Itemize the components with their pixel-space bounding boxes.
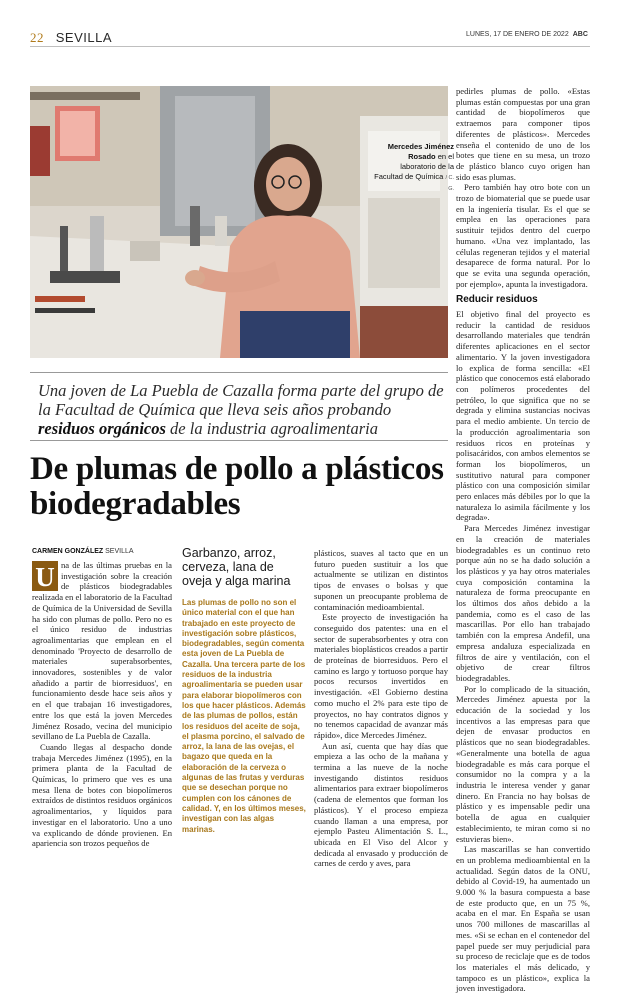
- issue-date: LUNES, 17 DE ENERO DE 2022: [466, 31, 569, 38]
- article-photo: [30, 86, 448, 358]
- subtitle-highlight: residuos orgánicos: [38, 419, 166, 438]
- paragraph: Aun así, cuenta que hay días que empieza a las ocho de la mañana y termina a las nueve de la noche investigando distintos residuos alimentarios para extraer biopolímeros (cadena de elementos que forman los plásticos). Y el proceso empieza cuando llaman a una empresa, por ejemplo Pasteu Alimentación S. L., ubicada en El Viso del Alcor y dedicada al envasado y producción de carnes de cerdo y aves, para: [314, 740, 448, 869]
- paragraph: Para Mercedes Jiménez investigar en la creación de materiales biodegradables es un continuo reto porque aún no se ha dado solución a los plásticos y ya hay otros materiales cuya composición contamina la naturaleza de forma preocupante en los últimos dos años debido a la pandemia, como es el caso de las mascarillas. Por ello han trabajado también con la empresa Andefil, una empresa andaluza especializada en filtros de aire y ventilación, con el objetivo de crear filtros biodegradables.: [456, 523, 590, 683]
- article-title: De plumas de pollo a plásticos biodegradables: [30, 451, 444, 522]
- byline-city: SEVILLA: [105, 548, 134, 555]
- subtitle-bottom-rule: [30, 440, 448, 441]
- paragraph: pedirles plumas de pollo. «Estas plumas están compuestas por una gran cantidad de biopolímeros que extraemos para componer tipos diferentes de plásticos». Mercedes enseña el contenido de uno de los botes que tiene en su mesa, un trozo de plástico blanco cuyo origen han sido esas plumas.: [456, 86, 590, 182]
- article-subtitle: [38, 381, 448, 438]
- caption-text: en el laboratorio de la Facultad de Química: [374, 152, 454, 181]
- paragraph: Las mascarillas se han convertido en un problema medioambiental en la actualidad. Según datos de la ONU, debido al Covid-19, ha aumentado un 9.000 % la basura compuesta a base de este producto que, en un 75 %, acaba en el mar. En España se usan unos 700 millones de mascarillas al mes. «Si se echan en el contenedor del papel puede ser muy perjudicial para su proceso de reciclaje que es de todos los materiales el más delicado, y tampoco es un plástico», explica la joven investigadora.: [456, 844, 590, 994]
- brand-name: ABC: [572, 31, 588, 38]
- section-name: SEVILLA: [55, 30, 113, 45]
- header-rule: [30, 46, 590, 47]
- author-name: CARMEN GONZÁLEZ: [32, 548, 104, 555]
- paragraph: El objetivo final del proyecto es reducir la cantidad de residuos desarrollando materiales que tendrán diferentes aplicaciones en el sector alimentario. Y la joven investigadora lo explica de forma sencilla: «El plástico que conocemos está elaborado con polímeros procedentes del petróleo, lo que significa que no se degrada y elimina sustancias nocivas para el medio ambiente. Un tercio de la producción agroalimentaria son residuos ricos en proteínas y polisacáridos, con ambos elementos se forman los biopolímeros, un sustitutivo natural para componer plástico con una composición similar pero enlaces más débiles por lo que la naturaleza lo asimila fácilmente y los degrada».: [456, 309, 590, 523]
- photo-caption: [374, 142, 454, 194]
- sidebar-text: Las plumas de pollo no son el único material con el que han trabajado en este proyecto de investigación sobre plásticos, biodegradables, según comenta esta joven de La Puebla de Cazalla. Una tercera parte de los residuos de la industria agroalimentaria se pueden usar para elaborar biopolímeros con los que hacer plásticos. Además de las plumas de pollos, están los residuos del aceite de soja, el plasma porcino, el salvado de arroz, la lana de las ovejas, el bagazo que queda en la elaboración de la cerveza o algunas de las frutas y verduras que se desechan porque no cumplen con los cánones de calidad. Y, en los últimos meses, investigan con las algas marinas.: [182, 598, 306, 834]
- caption-name: Mercedes Jiménez Rosado: [387, 142, 454, 161]
- paragraph-text: na de las últimas pruebas en la investigación sobre la creación de plásticos biodegradables realizada en el laboratorio de la Facultad de Química de la Universidad de Sevilla ha sido con plumas de pollo. Pero no es el único residuo de industrias agroalimentarias que emplean en el denominado 'Proyecto de desarrollo de materiales superabsorbentes, innovadores, sostenibles y de valor añadido a partir de biorresiduos', en funcionamiento desde hace seis años y en el que trabajan 16 investigadores, entre los que está la joven Mercedes Jiménez Rosado, vecina del municipio sevillano de La Puebla de Cazalla.: [32, 560, 172, 742]
- paragraph: Este proyecto de investigación ha conseguido dos patentes: una en el sector de superabsorbentes y otra con materiales bioplásticos creados a partir de proteínas de biorresiduos. Pero el camino es largo y tortuoso porque hay pocos recursos invertidos en investigación. «El Gobierno destina como mucho el 2% para este tipo de proyectos, no hay contratos dignos y no tenemos capacidad de avanzar más rápido», dice Mercedes Jiménez.: [314, 612, 448, 740]
- section-heading: Reducir residuos: [456, 294, 538, 306]
- body-column-right: [456, 86, 590, 994]
- sidebar-heading: Garbanzo, arroz, cerveza, lana de oveja y alga marina: [182, 546, 291, 588]
- drop-cap: U: [32, 561, 58, 591]
- page-header: [30, 30, 112, 46]
- paragraph: Pero también hay otro bote con un trozo de biomaterial que se puede usar en la ingeniería tisular. Es el que se emplea en las operaciones para sustituir tejidos dentro del cuerpo humano. «Una vez implantado, las células regeneran tejidos y el material desaparece de forma natural. Por lo que se evita una segunda operación, por ejemplo», apunta la investigadora.: [456, 182, 590, 289]
- paragraph: Por lo complicado de la situación, Mercedes Jiménez apuesta por la educación de la sociedad y los incentivos a las empresas para que dejen de envasar productos en plásticos que no sean biodegradables. «Generalmente una botella de agua biodegradable es más cara porque el consumidor no la compra y a la industria le interesa vender y ganar dinero. En Francia no hay bolsas de plástico y es impensable pedir una botella de agua en cualquier establecimiento, te miran como si no estuvieras bien».: [456, 683, 590, 844]
- date-line: [466, 31, 588, 38]
- lab-photo-illustration: [30, 86, 448, 358]
- body-column-1: [32, 560, 172, 849]
- body-column-3: [314, 548, 448, 869]
- byline: [32, 548, 134, 555]
- subtitle-text-after: de la industria agroalimentaria: [170, 419, 378, 438]
- page-number: 22: [30, 30, 44, 45]
- paragraph: plásticos, suaves al tacto que en un futuro pueden sustituir a los que actualmente se utilizan en distintos tipos de envases o bolsas y que suponen un preocupante problema de contaminación medioambiental.: [314, 548, 448, 612]
- subtitle-top-rule: [30, 372, 448, 373]
- paragraph: Cuando llegas al despacho donde trabaja Mercedes Jiménez (1995), en la primera planta de la Facultad de Químicas, lo primero que ves es una mesa llena de botes con biopolímeros extraídos de distintos residuos orgánicos agroalimentarios, y líquidos para investigar en el laboratorio. Uno a uno va explicando de dónde provienen. En apariencia son trozos pequeños de: [32, 741, 172, 849]
- subtitle-text-before: Una joven de La Puebla de Cazalla forma parte del grupo de la Facultad de Química que lleva seis años probando: [38, 381, 444, 419]
- paragraph: [32, 560, 172, 742]
- caption-credit: / C. G.: [445, 175, 454, 192]
